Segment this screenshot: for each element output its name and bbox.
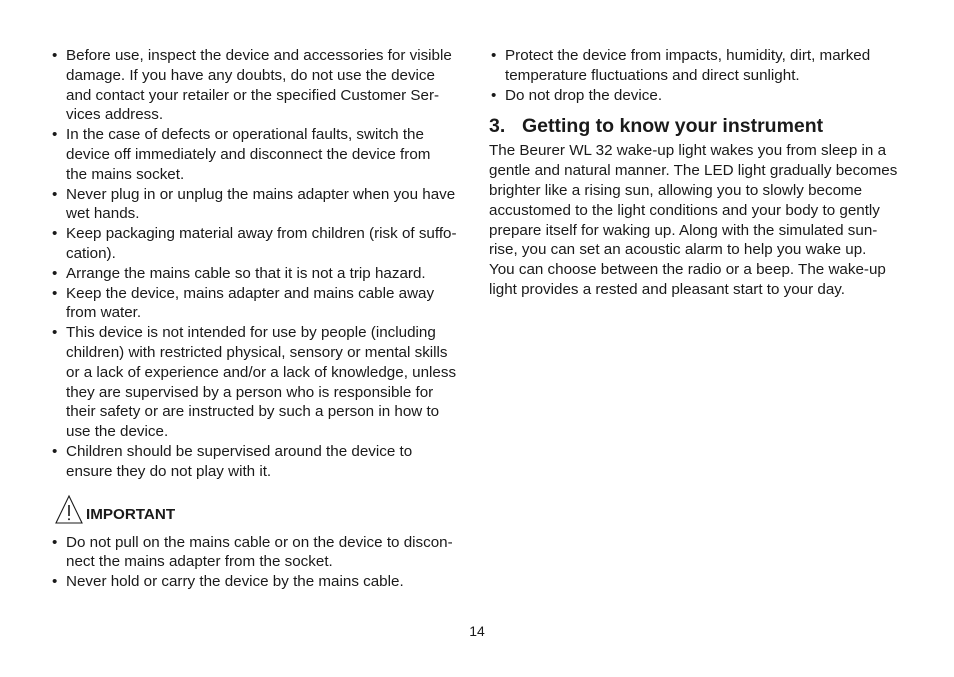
list-item xyxy=(50,442,470,482)
bullet-icon: • xyxy=(52,284,58,302)
bullet-icon: • xyxy=(52,573,58,591)
protection-list xyxy=(489,46,909,105)
right-column xyxy=(489,46,909,300)
bullet-icon: • xyxy=(52,47,58,64)
list-item-text: Keep packaging material away from children (risk of suffo- cation). xyxy=(66,225,457,262)
bullet-icon: • xyxy=(52,264,58,282)
bullet-icon: • xyxy=(52,324,58,342)
list-item xyxy=(489,46,909,86)
list-item-text: Before use, inspect the device and accessories for visible damage. If you have any doubts, do not use the device and contact your retailer or the specified Customer Ser- vices address. xyxy=(66,47,452,124)
list-item xyxy=(50,323,470,442)
list-item xyxy=(50,185,470,225)
list-item-text: Never plug in or unplug the mains adapter when you have wet hands. xyxy=(66,185,456,223)
list-item-text: Arrange the mains cable so that it is not a trip hazard. xyxy=(66,264,426,282)
left-column xyxy=(50,46,470,592)
bullet-icon: • xyxy=(52,185,58,203)
important-heading xyxy=(50,491,470,525)
list-item xyxy=(50,224,470,264)
bullet-icon: • xyxy=(52,442,58,460)
page-number: 14 xyxy=(469,623,485,639)
warning-triangle-icon xyxy=(54,494,84,525)
list-item-text: This device is not intended for use by people (including children) with restricted physical, sensory or mental skills or a lack of experience and/or a lack of knowledge, unless they are supervised by a person who is responsible for their safety or are instructed by such a person in how to use the device. xyxy=(66,324,457,441)
list-item xyxy=(50,533,470,573)
bullet-icon: • xyxy=(491,47,497,64)
safety-list xyxy=(50,46,470,482)
important-label: IMPORTANT xyxy=(86,505,176,523)
bullet-icon: • xyxy=(52,225,58,243)
list-item-text: Children should be supervised around the device to ensure they do not play with it. xyxy=(66,442,413,480)
bullet-icon: • xyxy=(52,126,58,144)
section-paragraph: The Beurer WL 32 wake-up light wakes you from sleep in a gentle and natural manner. The LED light gradually becomes brighter like a rising sun, allowing you to slowly become accustomed to the light conditions and your body to gently prepare itself for waking up. Along with the simulated sun- rise, you can set an acoustic alarm to help you wake up. You can choose between the radio or a beep. The wake-up light provides a rested and pleasant start to your day. xyxy=(489,142,898,298)
list-item-text: In the case of defects or operational faults, switch the device off immediately and disconnect the device from the mains socket. xyxy=(66,126,431,183)
list-item xyxy=(50,572,470,592)
list-item xyxy=(50,264,470,284)
section-title: Getting to know your instrument xyxy=(522,115,824,138)
section-heading xyxy=(489,114,909,138)
list-item-text: Do not drop the device. xyxy=(505,86,663,104)
list-item-text: Keep the device, mains adapter and mains cable away from water. xyxy=(66,284,435,322)
list-item-text: Never hold or carry the device by the mains cable. xyxy=(66,573,404,591)
list-item xyxy=(50,284,470,324)
list-item xyxy=(489,86,909,106)
bullet-icon: • xyxy=(52,533,58,551)
bullet-icon: • xyxy=(491,86,497,104)
list-item-text: Protect the device from impacts, humidity, dirt, marked temperature fluctuations and direct sunlight. xyxy=(505,47,871,84)
list-item-text: Do not pull on the mains cable or on the device to discon- nect the mains adapter from the socket. xyxy=(66,533,453,571)
list-item xyxy=(50,125,470,184)
important-list xyxy=(50,533,470,592)
list-item xyxy=(50,46,470,125)
section-number: 3. xyxy=(489,115,506,138)
